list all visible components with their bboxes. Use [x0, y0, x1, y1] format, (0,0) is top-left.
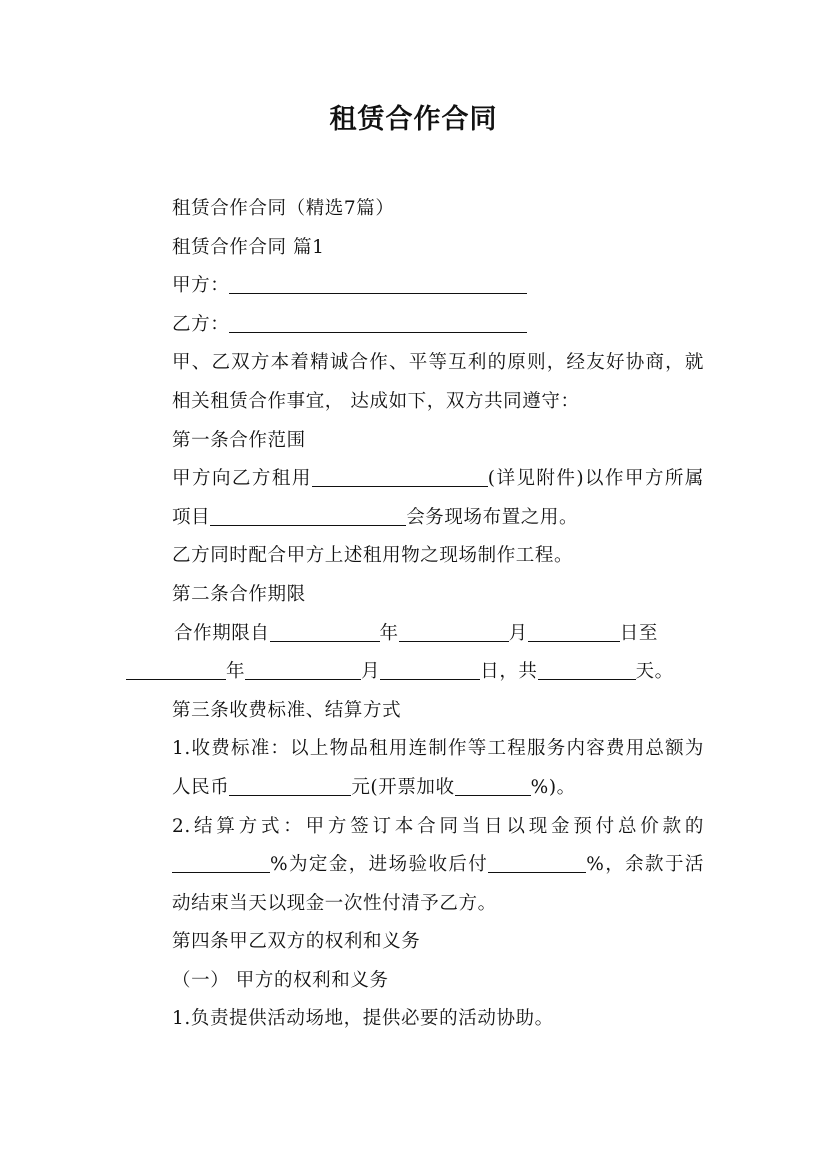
- fee-text-a: 1.收费标准：以上物品租用连制作等工程服务内容费用总额为人民币: [172, 738, 704, 798]
- start-year-blank[interactable]: [270, 619, 380, 642]
- term-month: 月: [508, 622, 528, 644]
- fee-paragraph: [126, 730, 704, 807]
- rental-item-blank[interactable]: [312, 464, 488, 487]
- settlement-paragraph: [126, 808, 704, 924]
- article-4-heading: 第四条甲乙双方的权利和义务: [172, 931, 421, 953]
- intro-paragraph: 甲、乙双方本着精诚合作、平等互利的原则，经友好协商，就相关租赁合作事宜， 达成如下，双方共同遵守：: [172, 352, 704, 412]
- part-heading: 租赁合作合同 篇1: [172, 236, 325, 258]
- party-a-label: 甲方：: [172, 275, 230, 297]
- article-1-paragraph-2: 乙方同时配合甲方上述租用物之现场制作工程。: [172, 545, 574, 567]
- term-line-2: [126, 653, 704, 692]
- art1-text-a: 甲方向乙方租用: [172, 468, 312, 490]
- party-a-line: [126, 267, 704, 306]
- start-day-blank[interactable]: [528, 619, 620, 642]
- end-day-blank[interactable]: [380, 657, 480, 680]
- project-name-blank[interactable]: [210, 503, 406, 526]
- acceptance-rate-blank[interactable]: [488, 850, 586, 873]
- article-1-heading: 第一条合作范围: [172, 429, 306, 451]
- settle-text-c: %，余款于活动结束当天以现金一次性付清予乙方。: [172, 854, 704, 914]
- art1-text-c: 会务现场布置之用。: [406, 506, 579, 528]
- term-year: 年: [379, 622, 399, 644]
- term-day-to: 日至: [619, 622, 658, 644]
- term-text: 合作期限自: [174, 622, 270, 644]
- start-month-blank[interactable]: [399, 619, 509, 642]
- fee-amount-blank[interactable]: [229, 773, 351, 796]
- total-days-blank[interactable]: [538, 657, 636, 680]
- end-day-label: 日，共: [480, 661, 538, 683]
- end-month-blank[interactable]: [245, 657, 361, 680]
- item-1: 1.负责提供活动场地，提供必要的活动协助。: [172, 1008, 554, 1030]
- end-month-label: 月: [361, 661, 381, 683]
- fee-text-b: 元(开票加收: [351, 776, 455, 798]
- settle-text-b: %为定金，进场验收后付: [270, 854, 489, 876]
- document-body: [126, 190, 704, 1039]
- article-1-paragraph-1: [126, 460, 704, 537]
- art1-text-b: (详见附件)以作甲方所属项目: [172, 468, 705, 528]
- article-2-heading: 第二条合作期限: [172, 583, 306, 605]
- party-b-label: 乙方：: [172, 313, 230, 335]
- section-1-heading: （一） 甲方的权利和义务: [172, 969, 389, 991]
- deposit-rate-blank[interactable]: [172, 850, 270, 873]
- days-end-label: 天。: [635, 661, 674, 683]
- end-year-blank[interactable]: [126, 657, 226, 680]
- party-a-blank[interactable]: [229, 271, 527, 294]
- article-3-heading: 第三条收费标准、结算方式: [172, 699, 402, 721]
- fee-text-c: %)。: [530, 776, 576, 798]
- party-b-blank[interactable]: [229, 310, 527, 333]
- document-title: 租赁合作合同: [329, 104, 498, 135]
- term-line-1: [126, 615, 704, 654]
- end-year-label: 年: [226, 661, 246, 683]
- party-b-line: [126, 306, 704, 345]
- invoice-rate-blank[interactable]: [455, 773, 531, 796]
- settle-text-a: 2.结算方式：甲方签订本合同当日以现金预付总价款的: [172, 815, 704, 837]
- subtitle: 租赁合作合同（精选7篇）: [172, 198, 395, 219]
